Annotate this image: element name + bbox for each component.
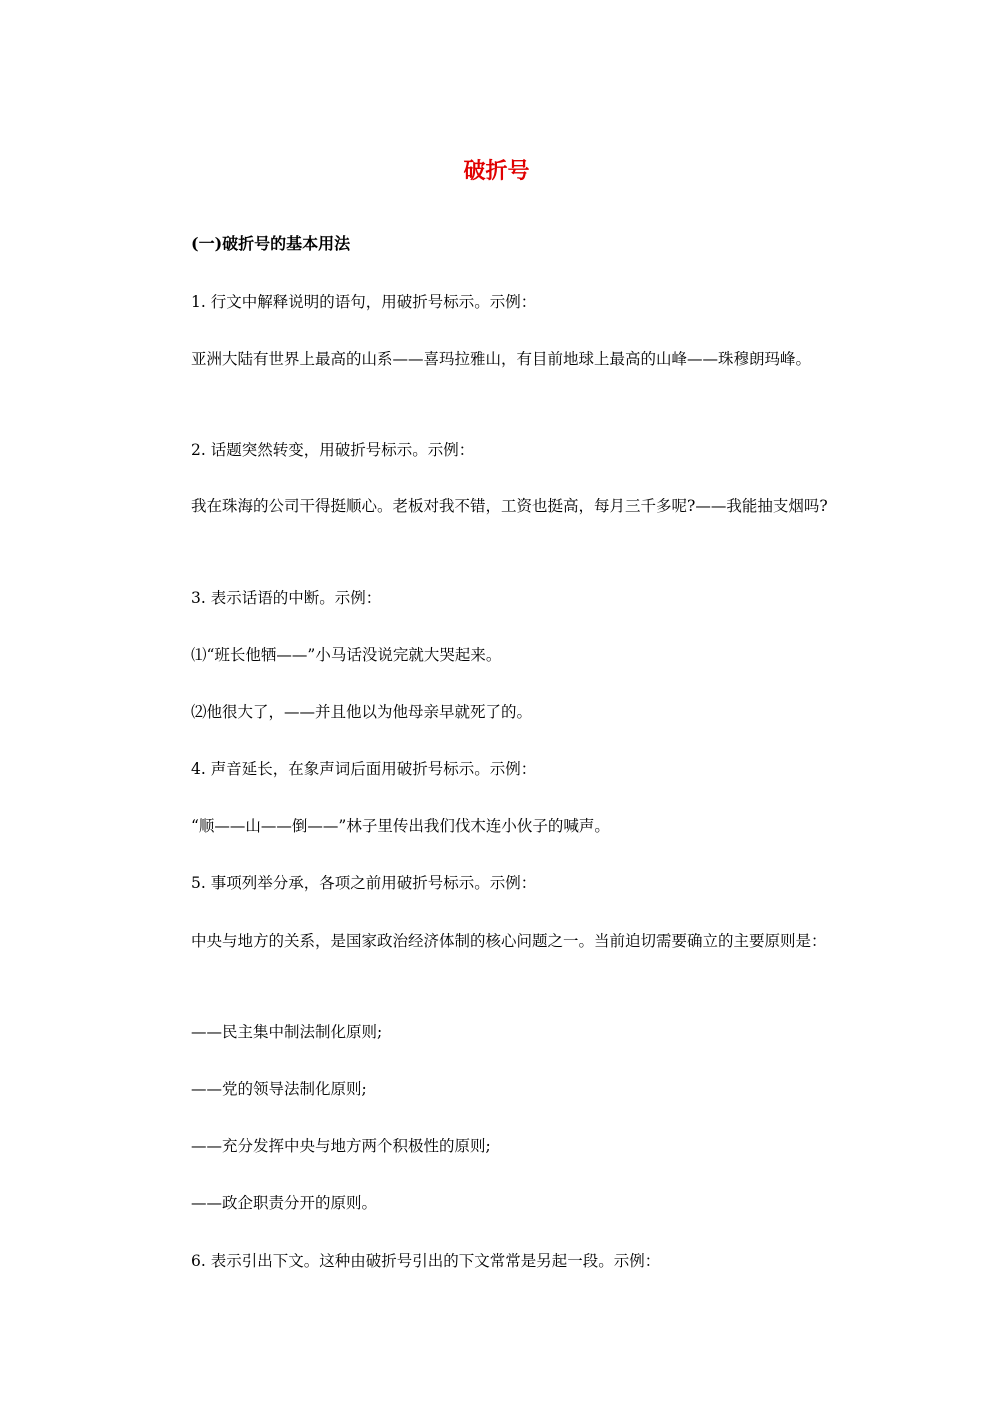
item-5-heading: 5. 事项列举分承，各项之前用破折号标示。示例： <box>191 874 537 892</box>
list-item-3: ——充分发挥中央与地方两个积极性的原则; <box>191 1137 491 1155</box>
section-heading: (一)破折号的基本用法 <box>191 234 351 253</box>
item-1-heading: 1. 行文中解释说明的语句，用破折号标示。示例： <box>191 293 537 311</box>
list-item-1: ——民主集中制法制化原则; <box>191 1023 383 1041</box>
example-3-1: ⑴“班长他牺——”小马话没说完就大哭起来。 <box>191 646 502 664</box>
document-title: 破折号 <box>463 158 530 184</box>
example-2-paragraph: 我在珠海的公司干得挺顺心。老板对我不错，工资也挺高，每月三千多呢?——我能抽支烟吗? <box>191 497 828 515</box>
list-item-2: ——党的领导法制化原则; <box>191 1080 367 1098</box>
list-item-4: ——政企职责分开的原则。 <box>191 1194 378 1212</box>
item-4-heading: 4. 声音延长，在象声词后面用破折号标示。示例： <box>191 760 537 778</box>
item-3-heading: 3. 表示话语的中断。示例： <box>191 589 382 607</box>
example-5-paragraph: 中央与地方的关系，是国家政治经济体制的核心问题之一。当前迫切需要确立的主要原则是： <box>191 932 827 950</box>
item-2-heading: 2. 话题突然转变，用破折号标示。示例： <box>191 441 475 459</box>
example-1-paragraph: 亚洲大陆有世界上最高的山系——喜玛拉雅山，有目前地球上最高的山峰——珠穆朗玛峰。 <box>191 350 812 368</box>
item-6-heading: 6. 表示引出下文。这种由破折号引出的下文常常是另起一段。示例： <box>191 1252 661 1270</box>
example-4: “顺——山——倒——”林子里传出我们伐木连小伙子的喊声。 <box>191 817 610 835</box>
example-3-2: ⑵他很大了，——并且他以为他母亲早就死了的。 <box>191 703 533 721</box>
